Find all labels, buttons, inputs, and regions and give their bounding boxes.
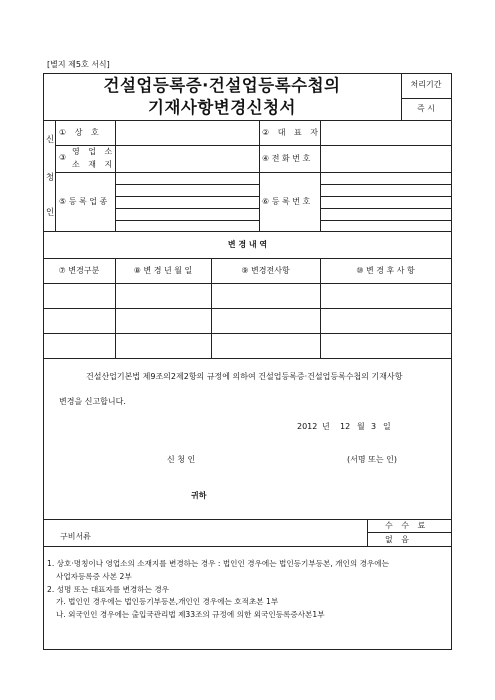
applicant-bottom-line	[43, 231, 452, 232]
business-location-label-1: 영 업 소	[72, 147, 116, 156]
processing-value: 즉 시	[417, 104, 435, 113]
changes-section-title: 변 경 내 역	[227, 240, 268, 249]
phone-label: ④ 전 화 번 호	[262, 154, 311, 163]
note-2: 2. 성명 또는 대표자를 변경하는 경우	[47, 585, 170, 594]
frame-top	[43, 73, 452, 74]
changes-title-line	[43, 258, 452, 259]
date-day: 3	[371, 422, 377, 431]
col-before-change: ⑨ 변경전사항	[241, 266, 290, 275]
title-line-1: 건설업등록증·건설업등록수첩의	[103, 76, 341, 95]
processing-label: 처리기간	[410, 80, 442, 89]
applicant-label-divider-left	[115, 120, 116, 231]
form-code: [별지 제5호 서식]	[47, 60, 110, 69]
frame-bottom	[43, 649, 452, 650]
company-name-label: ① 상 호	[59, 128, 102, 137]
applicant-row-line-2	[55, 172, 451, 173]
registration-number-line-1	[320, 184, 451, 185]
note-1-line-1: 1. 상호·명칭이나 영업소의 소재지를 변경하는 경우 : 법인인 경우에는 법인등기부등본, 개인의 경우에는	[47, 559, 389, 568]
note-1-line-2: 사업자등록증 사본 2부	[56, 572, 132, 581]
date-year: 2012	[297, 422, 318, 431]
changes-bottom-line	[43, 358, 452, 359]
title-line-2: 기재사항변경신청서	[148, 98, 296, 117]
date-month-unit: 월	[357, 422, 365, 431]
registration-number-line-4	[320, 220, 451, 221]
col-after-change: ⑩ 변 경 후 사 항	[356, 266, 415, 275]
applicant-mid-divider	[259, 120, 260, 231]
fee-label: 수 수 료	[385, 521, 429, 530]
col-change-type: ⑦ 변경구분	[58, 266, 100, 275]
declaration-line-1: 건설산업기본법 제9조의2제2항의 규정에 의하여 건설업등록증·건설업등록수첩의 기재사항	[86, 372, 403, 381]
registered-business-label: ⑤ 등 록 업 종	[59, 197, 108, 206]
business-location-label-2: 소 재 지	[72, 160, 116, 169]
registration-number-line-2	[320, 196, 451, 197]
title-bottom-line	[43, 120, 452, 121]
col-change-date: ⑧ 변 경 년 월 일	[133, 266, 193, 275]
fee-mid-line	[367, 532, 451, 533]
declaration-line-2: 변경을 신고합니다.	[59, 397, 126, 406]
business-type-line-4	[115, 220, 259, 221]
note-2-a: 가. 법인인 경우에는 법인등기부등본,개인인 경우에는 호적초본 1부	[56, 597, 279, 606]
signature-note: (서명 또는 인)	[347, 455, 397, 464]
applicant-side-char-3: 인	[46, 208, 55, 218]
applicant-row-line-1	[55, 145, 451, 146]
applicant-side-char-2: 청	[46, 173, 55, 183]
note-2-b: 나. 외국인인 경우에는 출입국관리법 제33조의 규정에 의한 외국인등록증사본1부	[56, 610, 325, 619]
attachments-label: 구비서류	[60, 532, 91, 541]
fee-value: 없 음	[385, 535, 412, 544]
business-type-line-2	[115, 196, 259, 197]
date-month: 12	[340, 422, 351, 431]
registration-number-label: ⑥ 등 록 번 호	[262, 197, 311, 206]
changes-header-line	[43, 283, 452, 284]
attachments-bottom-line	[43, 546, 452, 547]
date-year-unit: 년	[322, 422, 330, 431]
attachments-top-line	[43, 519, 452, 520]
recipient-label: 귀하	[191, 491, 207, 500]
frame-left	[43, 73, 44, 650]
date-day-unit: 일	[383, 422, 391, 431]
applicant-side-divider	[55, 120, 56, 231]
changes-row-line-1	[43, 308, 452, 309]
registration-number-line-3	[320, 208, 451, 209]
business-location-num: ③	[59, 153, 67, 162]
signer-label: 신 청 인	[167, 455, 196, 464]
frame-right	[451, 73, 452, 650]
applicant-side-char-1: 신	[46, 135, 55, 145]
changes-row-line-2	[43, 333, 452, 334]
processing-divider	[401, 98, 451, 99]
representative-label: ② 대 표 자	[262, 128, 321, 137]
business-type-line-3	[115, 208, 259, 209]
business-type-line-1	[115, 184, 259, 185]
